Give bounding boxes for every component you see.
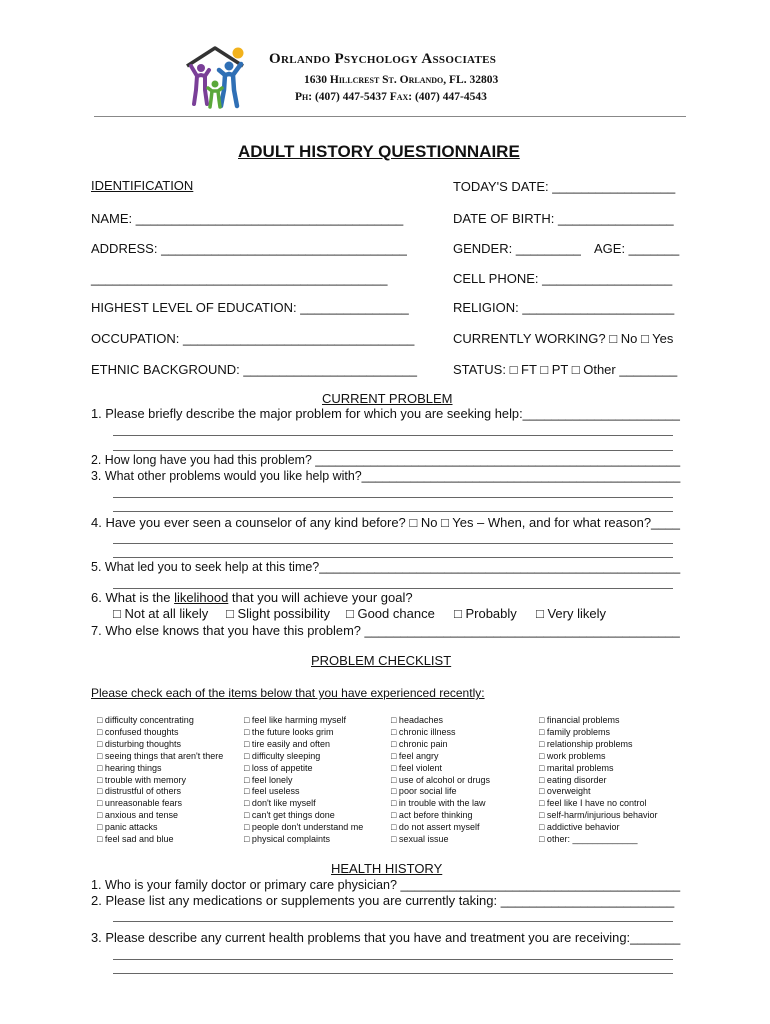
checklist-item[interactable]: □ do not assert myself <box>391 822 480 833</box>
likelihood-not-at-all[interactable]: □ Not at all likely <box>113 606 209 621</box>
answer-line[interactable] <box>113 543 673 544</box>
checklist-item[interactable]: □ relationship problems <box>539 738 633 749</box>
checklist-item[interactable]: □ distrustful of others <box>97 786 181 797</box>
checklist-item[interactable]: □ can't get things done <box>244 810 335 821</box>
age-field[interactable]: AGE: _______ <box>594 241 680 256</box>
address-line2-field[interactable]: _________________________________________ <box>91 271 388 286</box>
question-6-suffix: that you will achieve your goal? <box>228 590 413 605</box>
checklist-item[interactable]: □ financial problems <box>539 715 620 725</box>
checklist-item[interactable]: □ use of alcohol or drugs <box>391 774 490 785</box>
ethnic-background-field[interactable]: ETHNIC BACKGROUND: ________________________ <box>91 362 417 377</box>
likelihood-probably[interactable]: □ Probably <box>454 606 517 621</box>
question-5[interactable]: 5. What led you to seek help at this time?____________________________________________________ <box>91 559 681 574</box>
question-7[interactable]: 7. Who else knows that you have this problem? ____________________________________________ <box>91 623 680 638</box>
health-question-2[interactable]: 2. Please list any medications or supplements you are currently taking: ________________________ <box>91 893 675 908</box>
checklist-item[interactable]: □ headaches <box>391 715 443 725</box>
likelihood-good[interactable]: □ Good chance <box>346 606 435 621</box>
checklist-item[interactable]: □ tire easily and often <box>244 738 330 749</box>
religion-field[interactable]: RELIGION: _____________________ <box>453 300 675 315</box>
identification-heading: IDENTIFICATION <box>91 178 194 193</box>
checklist-item[interactable]: □ overweight <box>539 786 591 797</box>
checklist-item[interactable]: □ feel useless <box>244 786 300 797</box>
checklist-instruction: Please check each of the items below that you have experienced recently: <box>91 686 485 700</box>
health-question-1[interactable]: 1. Who is your family doctor or primary care physician? ________________________________________ <box>91 877 681 892</box>
checklist-item[interactable]: □ hearing things <box>97 762 162 773</box>
question-4[interactable]: 4. Have you ever seen a counselor of any kind before? □ No □ Yes – When, and for what reason?____ <box>91 515 680 530</box>
name-field[interactable]: NAME: _____________________________________ <box>91 211 404 226</box>
problem-checklist-heading: PROBLEM CHECKLIST <box>311 653 452 668</box>
checklist-item[interactable]: □ disturbing thoughts <box>97 738 181 749</box>
current-problem-heading: CURRENT PROBLEM <box>322 391 453 406</box>
checklist-item[interactable]: □ eating disorder <box>539 774 607 785</box>
checklist-item[interactable]: □ don't like myself <box>244 798 316 809</box>
answer-line[interactable] <box>113 959 673 960</box>
checklist-item[interactable]: □ family problems <box>539 726 610 737</box>
checklist-item[interactable]: □ anxious and tense <box>97 810 178 821</box>
checklist-item[interactable]: □ seeing things that aren't there <box>97 750 224 761</box>
checklist-item[interactable]: □ poor social life <box>391 786 457 797</box>
checklist-item[interactable]: □ other: _____________ <box>539 834 638 845</box>
org-phone-fax: Ph: (407) 447-5437 Fax: (407) 447-4543 <box>295 91 487 103</box>
health-question-3[interactable]: 3. Please describe any current health problems that you have and treatment you are receiving:_______ <box>91 930 681 945</box>
gender-field[interactable]: GENDER: _________ <box>453 241 581 256</box>
answer-line[interactable] <box>113 511 673 512</box>
checklist-item[interactable]: □ difficulty concentrating <box>97 715 194 725</box>
answer-line[interactable] <box>113 435 673 436</box>
checklist-item[interactable]: □ feel lonely <box>244 774 293 785</box>
checklist-item[interactable]: □ self-harm/injurious behavior <box>539 810 658 821</box>
checklist-column-4 <box>539 715 658 846</box>
checklist-item[interactable]: □ sexual issue <box>391 834 449 845</box>
likelihood-very[interactable]: □ Very likely <box>536 606 606 621</box>
answer-line[interactable] <box>113 557 673 558</box>
checklist-item[interactable]: □ confused thoughts <box>97 726 179 737</box>
occupation-field[interactable]: OCCUPATION: ________________________________ <box>91 331 415 346</box>
checklist-item[interactable]: □ work problems <box>539 750 606 761</box>
answer-line[interactable] <box>113 973 673 974</box>
question-6-underlined: likelihood <box>174 590 229 605</box>
logo-icon <box>183 44 249 110</box>
checklist-item[interactable]: □ the future looks grim <box>244 726 334 737</box>
question-2[interactable]: 2. How long have you had this problem? _____________________________________________________ <box>91 452 681 467</box>
address-field[interactable]: ADDRESS: __________________________________ <box>91 241 407 256</box>
checklist-item[interactable]: □ marital problems <box>539 762 614 773</box>
checklist-item[interactable]: □ difficulty sleeping <box>244 750 321 761</box>
answer-line[interactable] <box>113 588 673 589</box>
checklist-item[interactable]: □ feel sad and blue <box>97 834 174 845</box>
cell-phone-field[interactable]: CELL PHONE: __________________ <box>453 271 673 286</box>
checklist-column-2 <box>244 715 363 846</box>
question-3[interactable]: 3. What other problems would you like help with?______________________________________________ <box>91 468 681 483</box>
likelihood-slight[interactable]: □ Slight possibility <box>226 606 330 621</box>
question-6 <box>91 590 413 605</box>
checklist-item[interactable]: □ chronic pain <box>391 738 448 749</box>
checklist-item[interactable]: □ feel angry <box>391 750 439 761</box>
currently-working-field[interactable]: CURRENTLY WORKING? □ No □ Yes <box>453 331 674 346</box>
checklist-item[interactable]: □ feel violent <box>391 762 442 773</box>
header-divider <box>94 116 686 117</box>
education-field[interactable]: HIGHEST LEVEL OF EDUCATION: _______________ <box>91 300 409 315</box>
checklist-column-3 <box>391 715 490 846</box>
checklist-item[interactable]: □ in trouble with the law <box>391 798 486 809</box>
checklist-item[interactable]: □ people don't understand me <box>244 822 364 833</box>
health-history-heading: HEALTH HISTORY <box>331 861 443 876</box>
checklist-item[interactable]: □ panic attacks <box>97 822 158 833</box>
checklist-item[interactable]: □ feel like I have no control <box>539 798 647 809</box>
checklist-item[interactable]: □ feel like harming myself <box>244 715 346 725</box>
checklist-item[interactable]: □ trouble with memory <box>97 774 186 785</box>
answer-line[interactable] <box>113 497 673 498</box>
checklist-column-1 <box>97 715 223 846</box>
todays-date-field[interactable]: TODAY'S DATE: _________________ <box>453 179 676 194</box>
question-6-prefix: 6. What is the <box>91 590 175 605</box>
page-title: ADULT HISTORY QUESTIONNAIRE <box>238 142 520 161</box>
checklist-item[interactable]: □ act before thinking <box>391 810 473 821</box>
question-1[interactable]: 1. Please briefly describe the major problem for which you are seeking help:______________________ <box>91 406 680 421</box>
checklist-item[interactable]: □ physical complaints <box>244 834 330 845</box>
org-name: Orlando Psychology Associates <box>269 51 497 67</box>
checklist-item[interactable]: □ loss of appetite <box>244 762 313 773</box>
dob-field[interactable]: DATE OF BIRTH: ________________ <box>453 211 674 226</box>
answer-line[interactable] <box>113 921 673 922</box>
checklist-item[interactable]: □ addictive behavior <box>539 822 620 833</box>
checklist-item[interactable]: □ unreasonable fears <box>97 798 182 809</box>
org-address: 1630 Hillcrest St. Orlando, FL. 32803 <box>304 74 499 86</box>
status-field[interactable]: STATUS: □ FT □ PT □ Other ________ <box>453 362 678 377</box>
answer-line[interactable] <box>113 450 673 451</box>
checklist-item[interactable]: □ chronic illness <box>391 726 456 737</box>
